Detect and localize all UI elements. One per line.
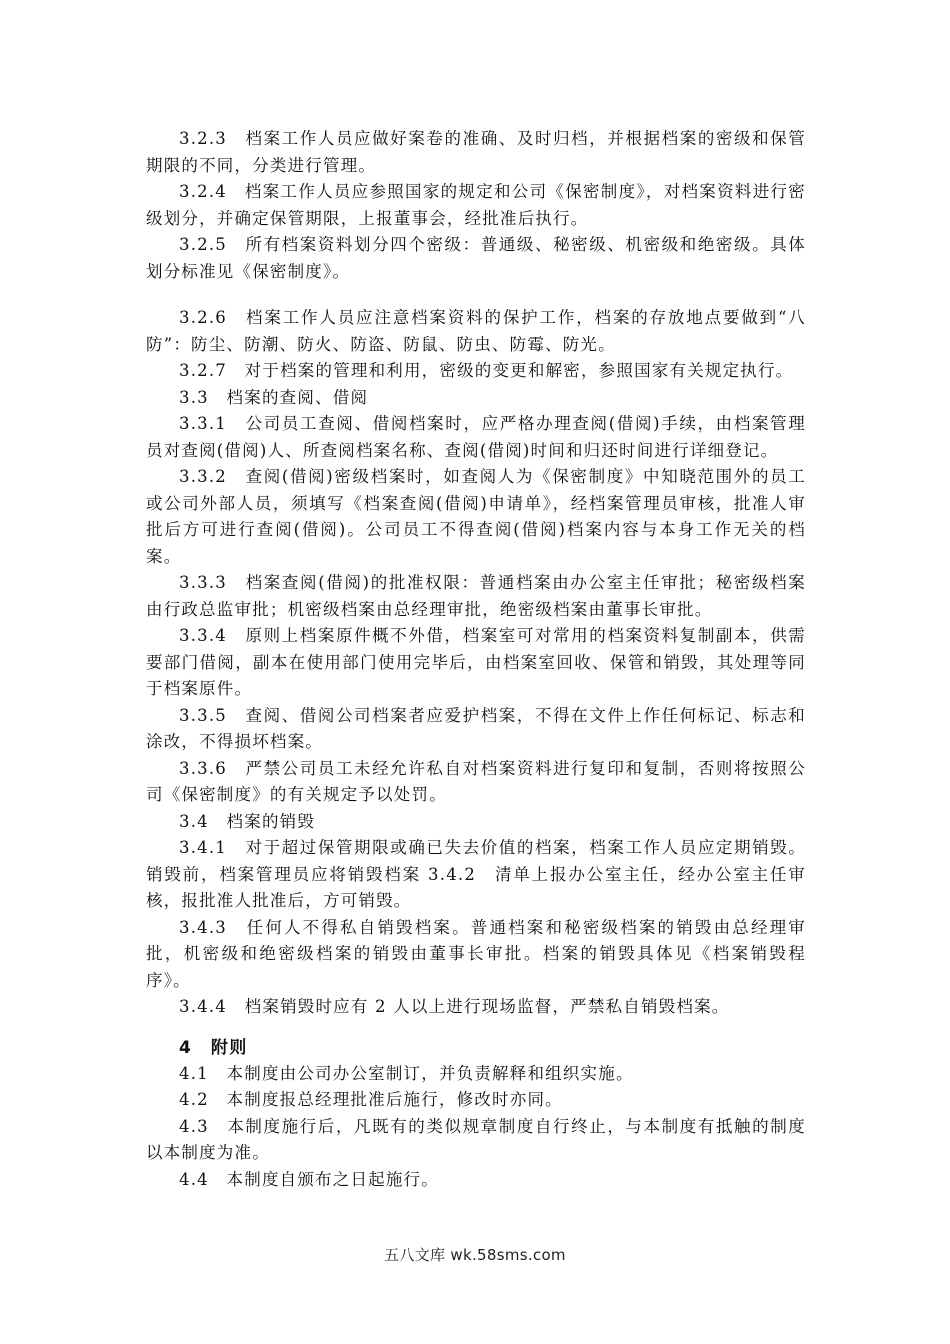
paragraph: 4.4 本制度自颁布之日起施行。 bbox=[179, 1169, 439, 1189]
section-subheading: 3.3 档案的查阅、借阅 bbox=[179, 387, 369, 407]
paragraph: 3.4.3 任何人不得私自销毁档案。普通档案和秘密级档案的销毁由总经理审批，机密级和绝密级档案的销毁由董事长审批。档案的销毁具体见《档案销毁程序》。 bbox=[146, 917, 806, 990]
paragraph: 3.2.4 档案工作人员应参照国家的规定和公司《保密制度》，对档案资料进行密级划分，并确定保管期限，上报董事会，经批准后执行。 bbox=[146, 182, 806, 228]
paragraph: 3.2.5 所有档案资料划分四个密级：普通级、秘密级、机密级和绝密级。具体划分标准见《保密制度》。 bbox=[146, 235, 806, 281]
paragraph: 4.3 本制度施行后，凡既有的类似规章制度自行终止，与本制度有抵触的制度以本制度为准。 bbox=[146, 1116, 806, 1162]
paragraph: 3.2.7 对于档案的管理和利用，密级的变更和解密，参照国家有关规定执行。 bbox=[179, 361, 794, 380]
paragraph: 3.3.5 查阅、借阅公司档案者应爱护档案，不得在文件上作任何标记、标志和涂改，不得损坏档案。 bbox=[146, 705, 806, 751]
paragraph: 3.3.4 原则上档案原件概不外借，档案室可对常用的档案资料复制副本，供需要部门借阅，副本在使用部门使用完毕后，由档案室回收、保管和销毁，其处理等同于档案原件。 bbox=[146, 626, 806, 698]
section-heading: 4 附则 bbox=[179, 1037, 248, 1058]
paragraph: 3.4.1 对于超过保管期限或确已失去价值的档案，档案工作人员应定期销毁。销毁前，档案管理员应将销毁档案 3.4.2 清单上报办公室主任，经办公室主任审核，报批准人批准后，方可销毁。 bbox=[146, 838, 806, 910]
paragraph-gap bbox=[146, 285, 806, 305]
paragraph: 4.2 本制度报总经理批准后施行，修改时亦同。 bbox=[179, 1090, 563, 1109]
paragraph: 3.4.4 档案销毁时应有 2 人以上进行现场监督，严禁私自销毁档案。 bbox=[179, 997, 730, 1016]
paragraph: 3.2.3 档案工作人员应做好案卷的准确、及时归档，并根据档案的密级和保管期限的不同，分类进行管理。 bbox=[146, 129, 806, 175]
paragraph: 3.3.2 查阅(借阅)密级档案时，如查阅人为《保密制度》中知晓范围外的员工或公司外部人员，须填写《档案查阅(借阅)申请单》，经档案管理员审核，批准人审批后方可进行查阅(借阅)。公司员工不得查阅(借阅)档案内容与本身工作无关的档案。 bbox=[146, 467, 806, 566]
section-subheading: 3.4 档案的销毁 bbox=[179, 811, 316, 831]
document-body bbox=[146, 126, 806, 1193]
paragraph: 4.1 本制度由公司办公室制订，并负责解释和组织实施。 bbox=[179, 1063, 634, 1083]
paragraph: 3.3.3 档案查阅(借阅)的批准权限：普通档案由办公室主任审批；秘密级档案由行政总监审批；机密级档案由总经理审批，绝密级档案由董事长审批。 bbox=[146, 573, 806, 619]
page-footer-watermark: 五八文库 wk.58sms.com bbox=[384, 1246, 566, 1264]
paragraph: 3.3.6 严禁公司员工未经允许私自对档案资料进行复印和复制，否则将按照公司《保密制度》的有关规定予以处罚。 bbox=[146, 758, 806, 804]
paragraph: 3.2.6 档案工作人员应注意档案资料的保护工作，档案的存放地点要做到“八防”：防尘、防潮、防火、防盗、防鼠、防虫、防霉、防光。 bbox=[146, 308, 806, 354]
paragraph: 3.3.1 公司员工查阅、借阅档案时，应严格办理查阅(借阅)手续，由档案管理员对查阅(借阅)人、所查阅档案名称、查阅(借阅)时间和归还时间进行详细登记。 bbox=[146, 414, 806, 460]
